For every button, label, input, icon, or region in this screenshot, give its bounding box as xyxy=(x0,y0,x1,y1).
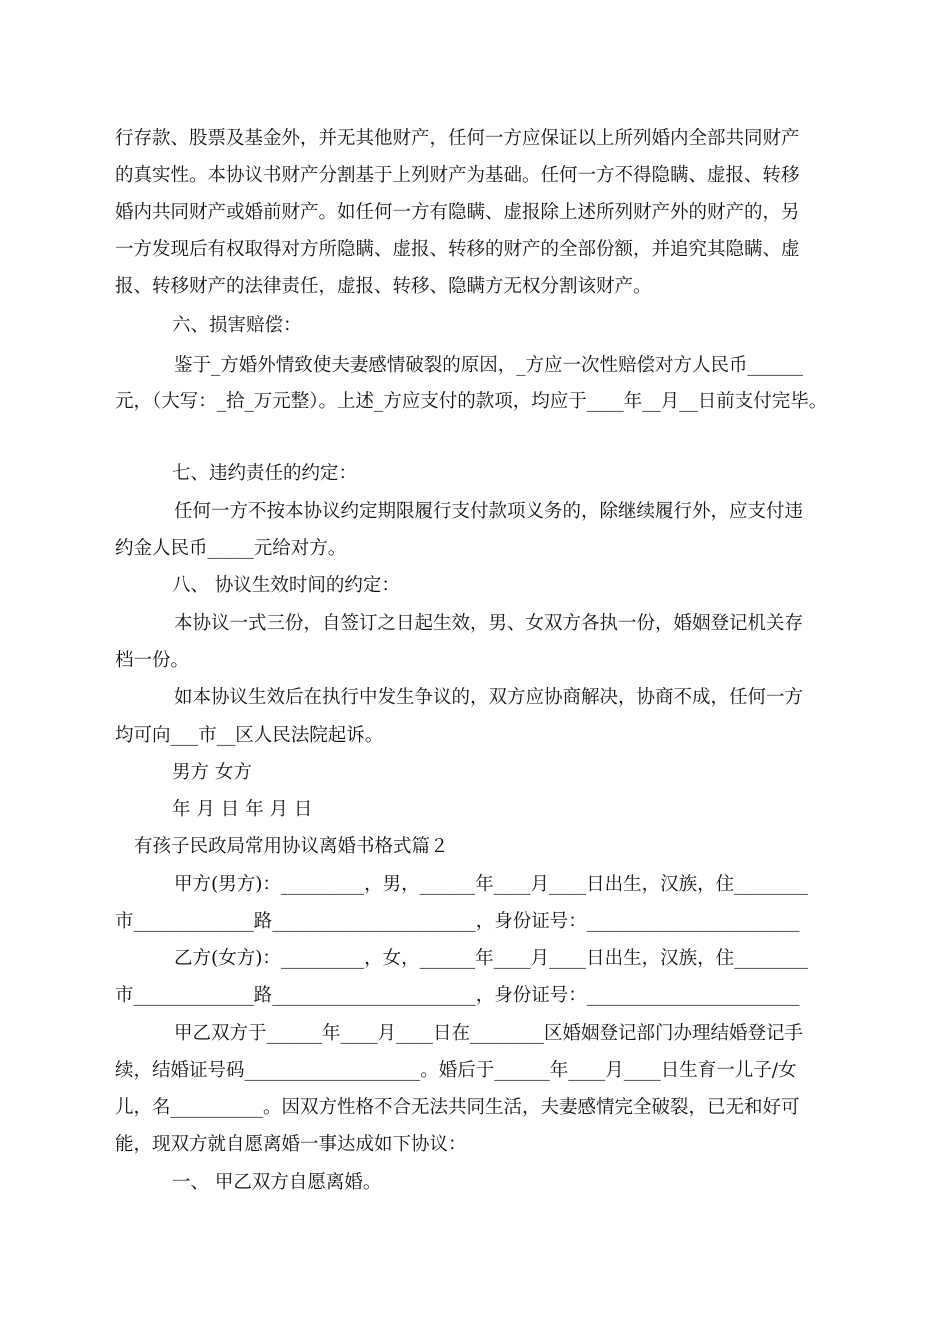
body-text-line: 甲乙双方于______年____月____日在________区婚姻登记部门办理结婚登记手 xyxy=(174,1023,804,1044)
body-text-line: 如本协议生效后在执行中发生争议的，双方应协商解决，协商不成，任何一方 xyxy=(174,687,804,708)
body-text-line: 本协议一式三份，自签订之日起生效，男、女双方各执一份，婚姻登记机关存 xyxy=(174,613,804,634)
body-text-line: 元，（大写：_拾_万元整）。上述_方应支付的款项，均应于____年__月__日前支付完毕。 xyxy=(115,391,828,412)
section-heading-breach: 七、违约责任的约定： xyxy=(172,463,358,484)
body-text-line: 档一份。 xyxy=(115,650,190,671)
signature-parties: 男方 女方 xyxy=(172,762,252,783)
body-text-line: 的真实性。本协议书财产分割基于上列财产为基础。任何一方不得隐瞒、虚报、转移 xyxy=(115,165,800,186)
section-heading-damages: 六、损害赔偿： xyxy=(172,315,302,336)
body-text-line: 报、转移财产的法律责任，虚报、转移、隐瞒方无权分割该财产。 xyxy=(115,276,652,297)
party-b-line: 市_____________路______________________，身份证号：_______________________ xyxy=(115,985,800,1006)
signature-dates: 年 月 日 年 月 日 xyxy=(172,799,313,820)
body-text-line: 一方发现后有权取得对方所隐瞒、虚报、转移的财产的全部份额，并追究其隐瞒、虚 xyxy=(115,239,800,260)
clause-one: 一、 甲乙双方自愿离婚。 xyxy=(172,1172,382,1193)
party-a-line: 甲方(男方)：_________，男，______年____月____日出生，汉族，住________ xyxy=(174,874,809,895)
body-text-line: 能，现双方就自愿离婚一事达成如下协议： xyxy=(115,1134,467,1155)
body-text-line: 均可向___市__区人民法院起诉。 xyxy=(115,725,384,746)
body-text-line: 儿，名__________。因双方性格不合无法共同生活，夫妻感情完全破裂，已无和好可 xyxy=(115,1097,800,1118)
party-b-line: 乙方(女方)：_________，女，______年____月____日出生，汉族，住________ xyxy=(174,948,809,969)
section-heading-effective: 八、 协议生效时间的约定： xyxy=(172,575,400,596)
body-text-line: 行存款、股票及基金外，并无其他财产，任何一方应保证以上所列婚内全部共同财产 xyxy=(115,128,800,149)
body-text-line: 任何一方不按本协议约定期限履行支付款项义务的，除继续履行外，应支付违 xyxy=(174,501,804,522)
party-a-line: 市_____________路______________________，身份证号：_______________________ xyxy=(115,911,800,932)
body-text-line: 续，结婚证号码___________________。婚后于______年____月____日生育一儿子/女 xyxy=(115,1060,797,1081)
article-title: 有孩子民政局常用协议离婚书格式篇２ xyxy=(134,836,449,857)
body-text-line: 约金人民币_____元给对方。 xyxy=(115,538,347,559)
body-text-line: 鉴于_方婚外情致使夫妻感情破裂的原因，_方应一次性赔偿对方人民币______ xyxy=(174,355,804,376)
body-text-line: 婚内共同财产或婚前财产。如任何一方有隐瞒、虚报除上述所列财产外的财产的，另 xyxy=(115,202,800,223)
